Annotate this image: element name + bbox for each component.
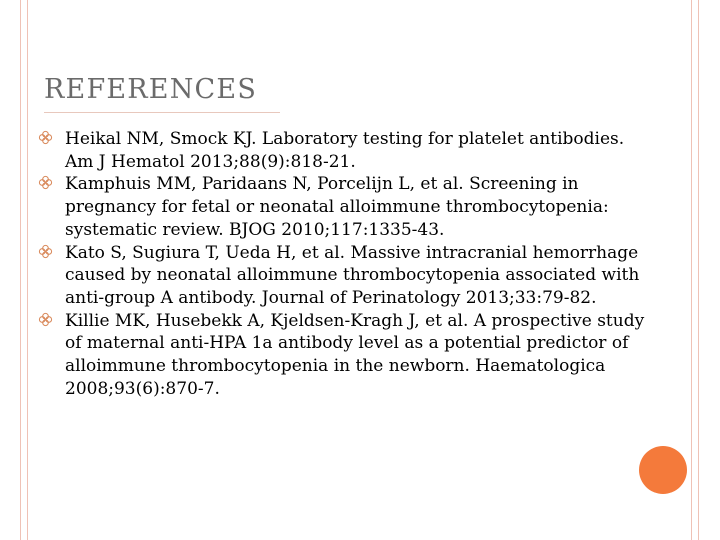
reference-item	[36, 128, 646, 173]
reference-item	[36, 242, 646, 310]
reference-list	[36, 128, 646, 400]
flower-bullet-icon	[38, 130, 53, 145]
flower-bullet-icon	[38, 312, 53, 327]
reference-text: Heikal NM, Smock KJ. Laboratory testing for platelet antibodies. Am J Hematol 2013;88(9):818-21.	[65, 129, 625, 172]
reference-text: Kamphuis MM, Paridaans N, Porcelijn L, et al. Screening in pregnancy for fetal or neonatal alloimmune thrombocytopenia: systematic review. BJOG 2010;117:1335-43.	[65, 174, 609, 240]
frame-line-right-outer	[698, 0, 699, 540]
frame-line-left-outer	[20, 0, 21, 540]
orange-circle-decoration	[639, 446, 687, 494]
frame-line-left-inner	[27, 0, 28, 540]
flower-bullet-icon	[38, 244, 53, 259]
reference-item	[36, 310, 646, 401]
reference-text: Kato S, Sugiura T, Ueda H, et al. Massive intracranial hemorrhage caused by neonatal alloimmune thrombocytopenia associated with anti-group A antibody. Journal of Perinatology 2013;33:79-82.	[65, 242, 640, 308]
reference-item	[36, 173, 646, 241]
reference-text: Killie MK, Husebekk A, Kjeldsen-Kragh J, et al. A prospective study of maternal anti-HPA 1a antibody level as a potential predictor of alloimmune thrombocytopenia in the newborn. Haematologica 2008;93(6):870-7.	[65, 310, 645, 399]
flower-bullet-icon	[38, 175, 53, 190]
frame-line-right-inner	[691, 0, 692, 540]
title-underline	[44, 112, 280, 113]
slide-title: REFERENCES	[44, 74, 258, 105]
